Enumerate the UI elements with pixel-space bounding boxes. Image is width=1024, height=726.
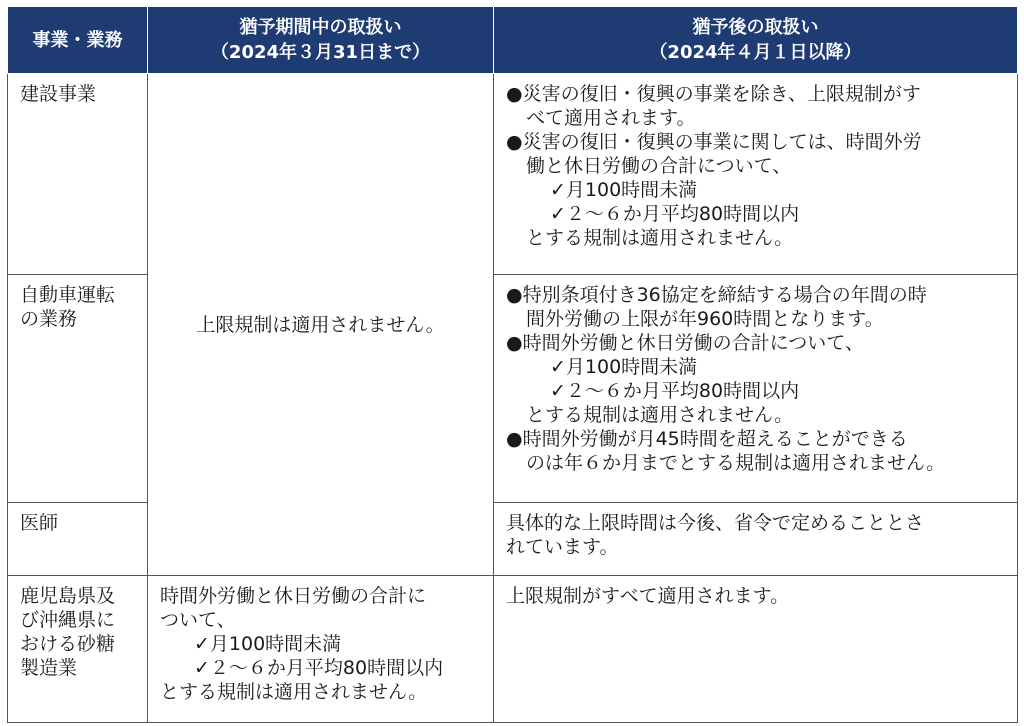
business-label: 自動車運転: [20, 284, 116, 306]
header-during-grace: [148, 7, 494, 74]
after-check-line: ✓２～６か月平均80時間以内: [550, 380, 800, 402]
after-line: ●時間外労働が月45時間を超えることができる: [506, 428, 908, 450]
during-check-line: ✓月100時間未満: [194, 633, 342, 655]
business-cell: [8, 576, 148, 723]
business-label: 医師: [20, 512, 59, 534]
business-label: おける砂糖: [20, 633, 116, 655]
after-cell: [494, 275, 1018, 503]
header-after-grace: [494, 7, 1018, 74]
header-during-title: 猶予期間中の取扱い: [239, 17, 402, 38]
after-line: ●時間外労働と休日労働の合計について、: [506, 332, 864, 354]
after-check-line: ✓２～６か月平均80時間以内: [550, 203, 800, 225]
during-cell: [148, 576, 494, 723]
after-cell: [494, 74, 1018, 275]
after-line: のは年６か月までとする規制は適用されません。: [526, 452, 946, 474]
merged-during-text: 上限規制は適用されません。: [196, 313, 445, 336]
business-label: の業務: [20, 308, 78, 330]
overtime-regulation-table: [7, 6, 1018, 723]
after-line: べて適用されます。: [526, 107, 696, 129]
during-line: とする規制は適用されません。: [160, 681, 428, 703]
after-check-line: ✓月100時間未満: [550, 179, 698, 201]
after-line: ●災害の復旧・復興の事業を除き、上限規制がす: [506, 83, 921, 105]
business-label: 建設事業: [20, 83, 97, 105]
merged-during-cell: [148, 74, 494, 576]
table-row-construction: [8, 74, 1018, 275]
after-line: 働と休日労働の合計について、: [526, 155, 792, 177]
after-line: ●特別条項付き36協定を締結する場合の年間の時: [506, 284, 927, 306]
table-row-sugar: [8, 576, 1018, 723]
after-line: ●災害の復旧・復興の事業に関しては、時間外労: [506, 131, 922, 153]
after-line: れています。: [506, 536, 619, 558]
business-cell: [8, 503, 148, 576]
after-line: 上限規制がすべて適用されます。: [506, 585, 790, 607]
after-cell: [494, 576, 1018, 723]
business-cell: [8, 74, 148, 275]
after-check-line: ✓月100時間未満: [550, 356, 698, 378]
business-cell: [8, 275, 148, 503]
header-after-period: （2024年４月１日以降）: [649, 42, 862, 63]
after-line: とする規制は適用されません。: [526, 404, 794, 426]
business-label: び沖縄県に: [20, 609, 116, 631]
header-business: 事業・業務: [8, 7, 148, 74]
during-line: 時間外労働と休日労働の合計に: [160, 585, 427, 607]
after-line: 間外労働の上限が年960時間となります。: [526, 308, 884, 330]
during-check-line: ✓２～６か月平均80時間以内: [194, 657, 444, 679]
header-during-period: （2024年３月31日まで）: [210, 42, 431, 63]
after-cell: [494, 503, 1018, 576]
header-row: [8, 7, 1018, 74]
business-label: 鹿児島県及: [20, 585, 116, 607]
after-line: 具体的な上限時間は今後、省令で定めることとさ: [506, 512, 925, 534]
during-line: ついて、: [160, 609, 236, 631]
after-line: とする規制は適用されません。: [526, 227, 794, 249]
header-after-title: 猶予後の取扱い: [692, 17, 819, 38]
business-label: 製造業: [20, 657, 78, 679]
